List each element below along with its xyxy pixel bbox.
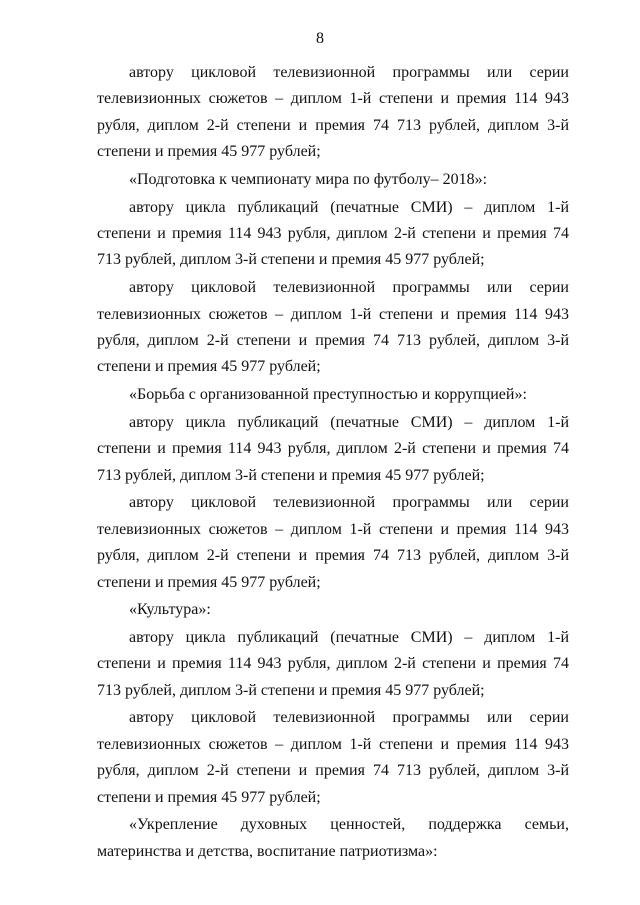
section-heading: «Борьба с организованной преступностью и коррупцией»: <box>129 386 527 404</box>
paragraph: автору цикла публикаций (печатные СМИ) – диплом 1-й степени и премия 114 943 рубля, диплом 2-й степени и премия 74 713 рублей, диплом 3-й степени и премия 45 977 рублей; <box>97 628 569 699</box>
section-heading: «Культура»: <box>129 601 211 619</box>
section-heading: «Подготовка к чемпионату мира по футболу– 2018»: <box>129 170 488 188</box>
paragraph: автору цикловой телевизионной программы или серии телевизионных сюжетов – диплом 1-й степени и премия 114 943 рубля, диплом 2-й степени и премия 74 713 рублей, диплом 3-й степени и премия 45 977 рублей; <box>97 279 569 376</box>
paragraph: автору цикла публикаций (печатные СМИ) – диплом 1-й степени и премия 114 943 рубля, диплом 2-й степени и премия 74 713 рублей, диплом 3-й степени и премия 45 977 рублей; <box>97 198 569 269</box>
page-number: 8 <box>316 30 324 47</box>
document-body <box>97 60 569 866</box>
paragraph: автору цикловой телевизионной программы или серии телевизионных сюжетов – диплом 1-й степени и премия 114 943 рубля, диплом 2-й степени и премия 74 713 рублей, диплом 3-й степени и премия 45 977 рублей; <box>97 494 569 591</box>
paragraph: автору цикловой телевизионной программы или серии телевизионных сюжетов – диплом 1-й степени и премия 114 943 рубля, диплом 2-й степени и премия 74 713 рублей, диплом 3-й степени и премия 45 977 рублей; <box>97 64 569 161</box>
paragraph: автору цикла публикаций (печатные СМИ) – диплом 1-й степени и премия 114 943 рубля, диплом 2-й степени и премия 74 713 рублей, диплом 3-й степени и премия 45 977 рублей; <box>97 413 569 484</box>
section-heading: «Укрепление духовных ценностей, поддержка семьи, материнства и детства, воспитание патриотизма»: <box>97 816 569 860</box>
paragraph: автору цикловой телевизионной программы или серии телевизионных сюжетов – диплом 1-й степени и премия 114 943 рубля, диплом 2-й степени и премия 74 713 рублей, диплом 3-й степени и премия 45 977 рублей; <box>97 709 569 806</box>
